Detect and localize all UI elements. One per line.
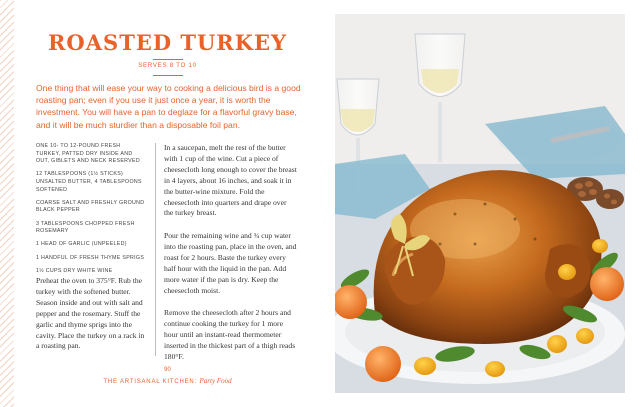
recipe-intro: One thing that will ease your way to cooking a delicious bird is a good roasting pan; even if you use it just once a year, it is worth the investment. You will have a pan to deglaze for a flavorful gravy base, and it will be much sturdier than a disposable foil pan. [36,83,301,130]
page-number: 90 [164,367,171,373]
book-title: THE ARTISANAL KITCHEN: [103,379,198,385]
recipe-title: ROASTED TURKEY [47,30,287,55]
ingredient-item: 12 TABLESPOONS (1½ STICKS) UNSALTED BUTTER, 4 TABLESPOONS SOFTENED [36,171,142,193]
column-divider [155,143,156,356]
section-title: Party Food [199,377,232,385]
ingredient-list [36,143,146,281]
method-step: In a saucepan, melt the rest of the butter with 1 cup of the wine. Cut a piece of cheesecloth long enough to cover the breast in 4 layers, about 16 inches, and soak it in the butter-wine mixture. Fold the cheesecloth into quarters and drape over the turkey breast. [164,143,297,218]
ingredient-item: 3 TABLESPOONS CHOPPED FRESH ROSEMARY [36,220,135,235]
method-step: Pour the remaining wine and ¾ cup water into the roasting pan, place in the oven, and roast for 2 hours. Baste the turkey every half hour with the liquid in the pan. Add more water if the pan is dry. Keep the cheesecloth moist. [164,231,297,295]
running-footer [0,377,335,385]
turkey-photo [335,14,625,393]
ingredient-item: 1 HEAD OF GARLIC (UNPEELED) [36,241,127,248]
method-step: Remove the cheesecloth after 2 hours and continue cooking the turkey for 1 more hour until an instant-read thermometer inserted in the thickest part of a thigh reads 180°F. [164,308,296,361]
title-divider-top [153,59,183,60]
ingredient-item: ONE 10- TO 12-POUND FRESH TURKEY, PATTED DRY INSIDE AND OUT, GIBLETS AND NECK RESERVED [36,143,140,165]
ingredient-item: COARSE SALT AND FRESHLY GROUND BLACK PEPPER [36,199,145,214]
ingredient-item: 1½ CUPS DRY WHITE WINE [36,267,113,274]
serves-label: SERVES 8 TO 10 [138,63,197,69]
page-edge-pattern [0,0,14,407]
ingredient-item: 1 HANDFUL OF FRESH THYME SPRIGS [36,254,145,261]
method-step: Preheat the oven to 375°F. Rub the turkey with the softened butter. Season inside and out with salt and pepper and the rosemary. Stuff the garlic and thyme sprigs into the cavity. Place the turkey on a rack in a roasting pan. [36,276,145,351]
title-divider-bottom [153,75,183,76]
